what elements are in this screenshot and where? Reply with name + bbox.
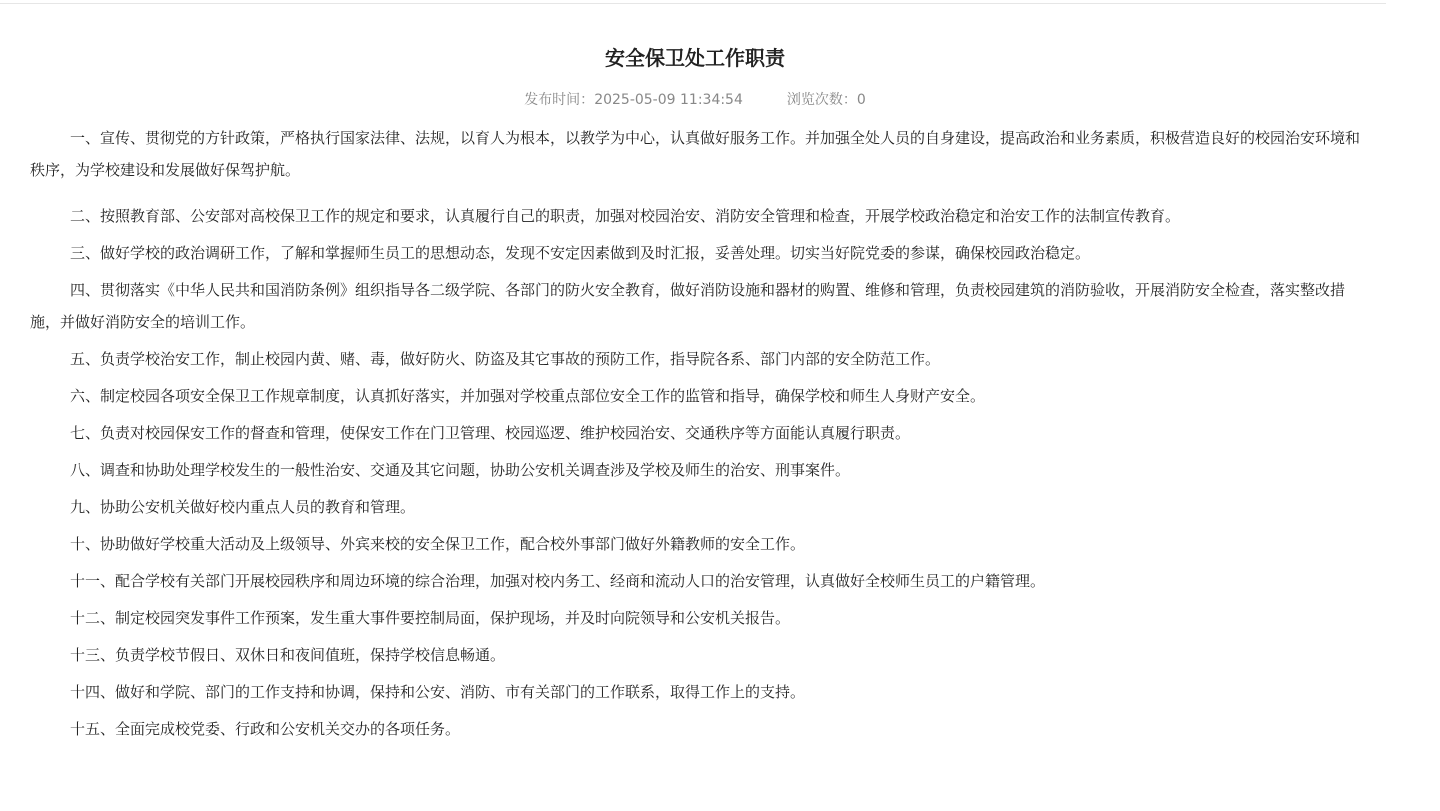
views-count: 0	[856, 92, 866, 108]
publish-time: 2025-05-09 11:34:54	[594, 92, 743, 108]
article-body	[30, 122, 1360, 745]
duty-paragraph-9: 九、协助公安机关做好校内重点人员的教育和管理。	[70, 498, 416, 516]
duty-paragraph-6: 六、制定校园各项安全保卫工作规章制度，认真抓好落实，并加强对学校重点部位安全工作的监管和指导，确保学校和师生人身财产安全。	[70, 387, 986, 405]
publish-label: 发布时间：	[524, 92, 595, 108]
article-meta	[30, 90, 1360, 110]
duty-paragraph-10: 十、协助做好学校重大活动及上级领导、外宾来校的安全保卫工作，配合校外事部门做好外籍教师的安全工作。	[70, 535, 806, 553]
duty-paragraph-2: 二、按照教育部、公安部对高校保卫工作的规定和要求，认真履行自己的职责，加强对校园治安、消防安全管理和检查，开展学校政治稳定和治安工作的法制宣传教育。	[70, 207, 1181, 225]
duty-paragraph-4: 四、贯彻落实《中华人民共和国消防条例》组织指导各二级学院、各部门的防火安全教育，做好消防设施和器材的购置、维修和管理，负责校园建筑的消防验收，开展消防安全检查，落实整改措施，并做好消防安全的培训工作。	[30, 281, 1346, 331]
duty-paragraph-14: 十四、做好和学院、部门的工作支持和协调，保持和公安、消防、市有关部门的工作联系，取得工作上的支持。	[70, 683, 806, 701]
duty-paragraph-11: 十一、配合学校有关部门开展校园秩序和周边环境的综合治理，加强对校内务工、经商和流动人口的治安管理，认真做好全校师生员工的户籍管理。	[70, 572, 1046, 590]
publish-info	[524, 92, 743, 108]
duty-paragraph-3: 三、做好学校的政治调研工作，了解和掌握师生员工的思想动态，发现不安定因素做到及时汇报，妥善处理。切实当好院党委的参谋，确保校园政治稳定。	[70, 244, 1091, 262]
duty-paragraph-15: 十五、全面完成校党委、行政和公安机关交办的各项任务。	[70, 720, 461, 738]
views-info	[787, 92, 866, 108]
duty-paragraph-12: 十二、制定校园突发事件工作预案，发生重大事件要控制局面，保护现场，并及时向院领导和公安机关报告。	[70, 609, 791, 627]
duty-paragraph-13: 十三、负责学校节假日、双休日和夜间值班，保持学校信息畅通。	[70, 646, 506, 664]
top-divider	[0, 3, 1386, 4]
duty-paragraph-5: 五、负责学校治安工作，制止校园内黄、赌、毒，做好防火、防盗及其它事故的预防工作，指导院各系、部门内部的安全防范工作。	[70, 350, 941, 368]
views-label: 浏览次数：	[786, 92, 857, 108]
duty-paragraph-1: 一、宣传、贯彻党的方针政策，严格执行国家法律、法规，以育人为根本，以教学为中心，认真做好服务工作。并加强全处人员的自身建设，提高政治和业务素质，积极营造良好的校园治安环境和秩序，为学校建设和发展做好保驾护航。	[30, 129, 1361, 179]
duty-paragraph-7: 七、负责对校园保安工作的督查和管理，使保安工作在门卫管理、校园巡逻、维护校园治安、交通秩序等方面能认真履行职责。	[70, 424, 911, 442]
duty-paragraph-8: 八、调查和协助处理学校发生的一般性治安、交通及其它问题，协助公安机关调查涉及学校及师生的治安、刑事案件。	[70, 461, 851, 479]
page-title: 安全保卫处工作职责	[605, 46, 785, 70]
